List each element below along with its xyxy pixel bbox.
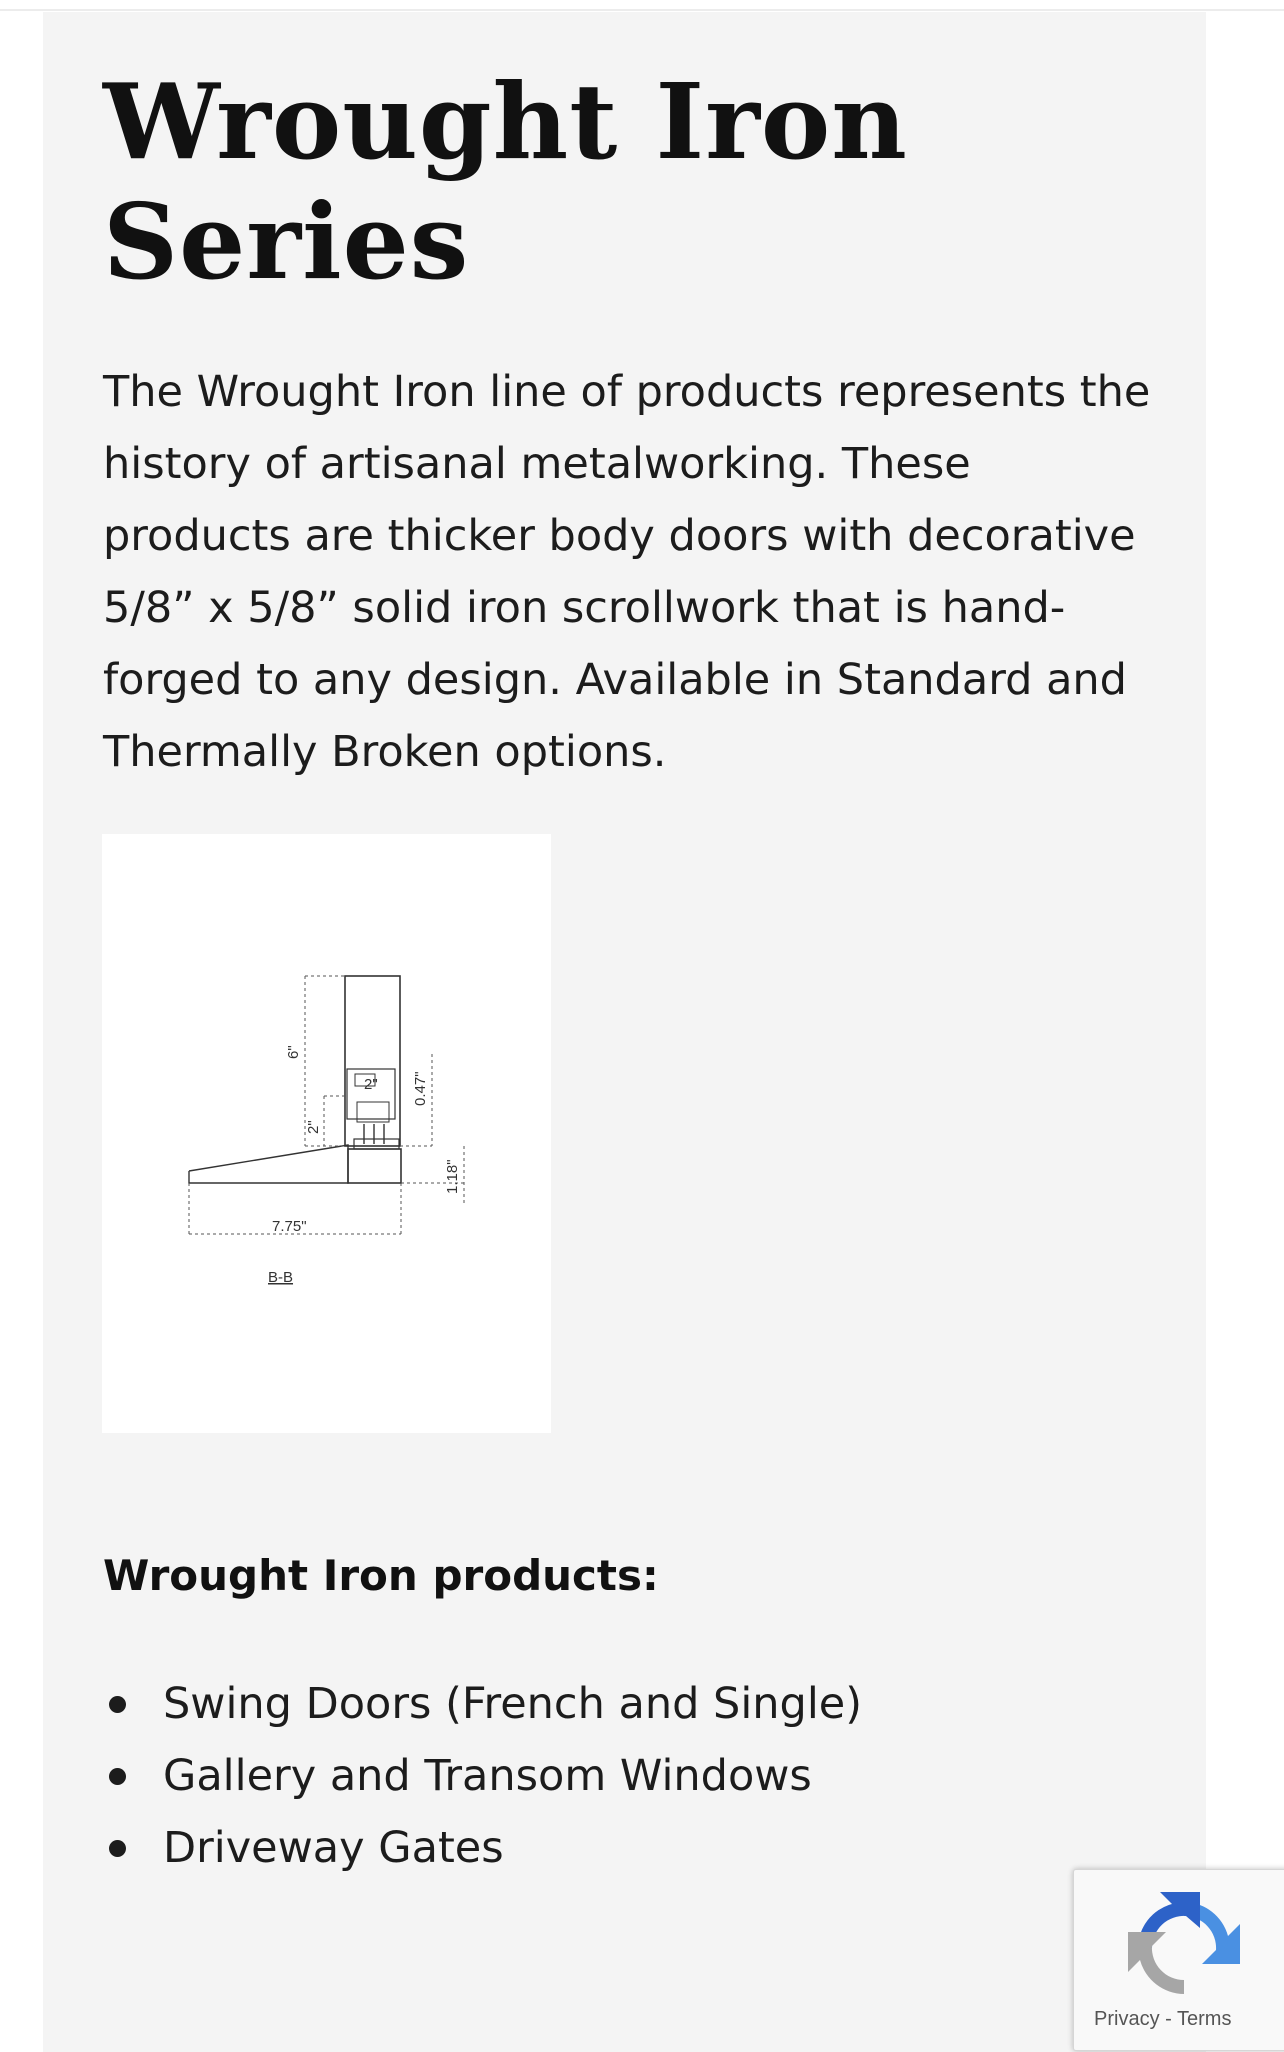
top-divider <box>0 9 1284 11</box>
dim-offset-label: 0.47" <box>412 1071 429 1106</box>
privacy-link[interactable]: Privacy <box>1094 2008 1160 2030</box>
sloped-sill <box>189 1145 348 1183</box>
dim-base-label: 7.75" <box>272 1218 307 1235</box>
list-item-label: Swing Doors (French and Single) <box>163 1679 863 1729</box>
bullet-icon <box>109 1840 126 1857</box>
page-title: Wrought Iron Series <box>103 60 908 303</box>
recaptcha-icon <box>1124 1888 1244 2008</box>
dim-height-label: 6" <box>285 1045 302 1059</box>
list-item <box>103 1740 1103 1812</box>
dim-sill-label: 1.18" <box>444 1159 461 1194</box>
sill-block <box>348 1149 401 1183</box>
section-label: B-B <box>268 1269 294 1286</box>
list-item-label: Driveway Gates <box>163 1823 504 1873</box>
profile-drawing <box>102 834 551 1433</box>
list-item <box>103 1812 1103 1884</box>
dim-width-small-label: 2" <box>364 1076 378 1093</box>
dim-inner-label: 2" <box>305 1120 322 1134</box>
recaptcha-badge[interactable] <box>1073 1869 1284 2051</box>
list-item-label: Gallery and Transom Windows <box>163 1751 812 1801</box>
products-heading: Wrought Iron products: <box>103 1551 659 1600</box>
profile-diagram <box>102 834 551 1433</box>
series-description: The Wrought Iron line of products represents the history of artisanal metalworking. These products are thicker body doors with decorative 5/8” x 5/8” solid iron scrollwork that is hand-forged to any design. Available in Standard and Thermally Broken options. <box>103 367 1151 777</box>
product-list <box>103 1668 1103 1884</box>
bullet-icon <box>109 1768 126 1785</box>
jamb-profile <box>345 976 400 1146</box>
link-separator: - <box>1165 2008 1172 2030</box>
list-item <box>103 1668 1103 1740</box>
content-card <box>43 12 1206 2052</box>
terms-link[interactable]: Terms <box>1177 2008 1232 2030</box>
bullet-icon <box>109 1696 126 1713</box>
